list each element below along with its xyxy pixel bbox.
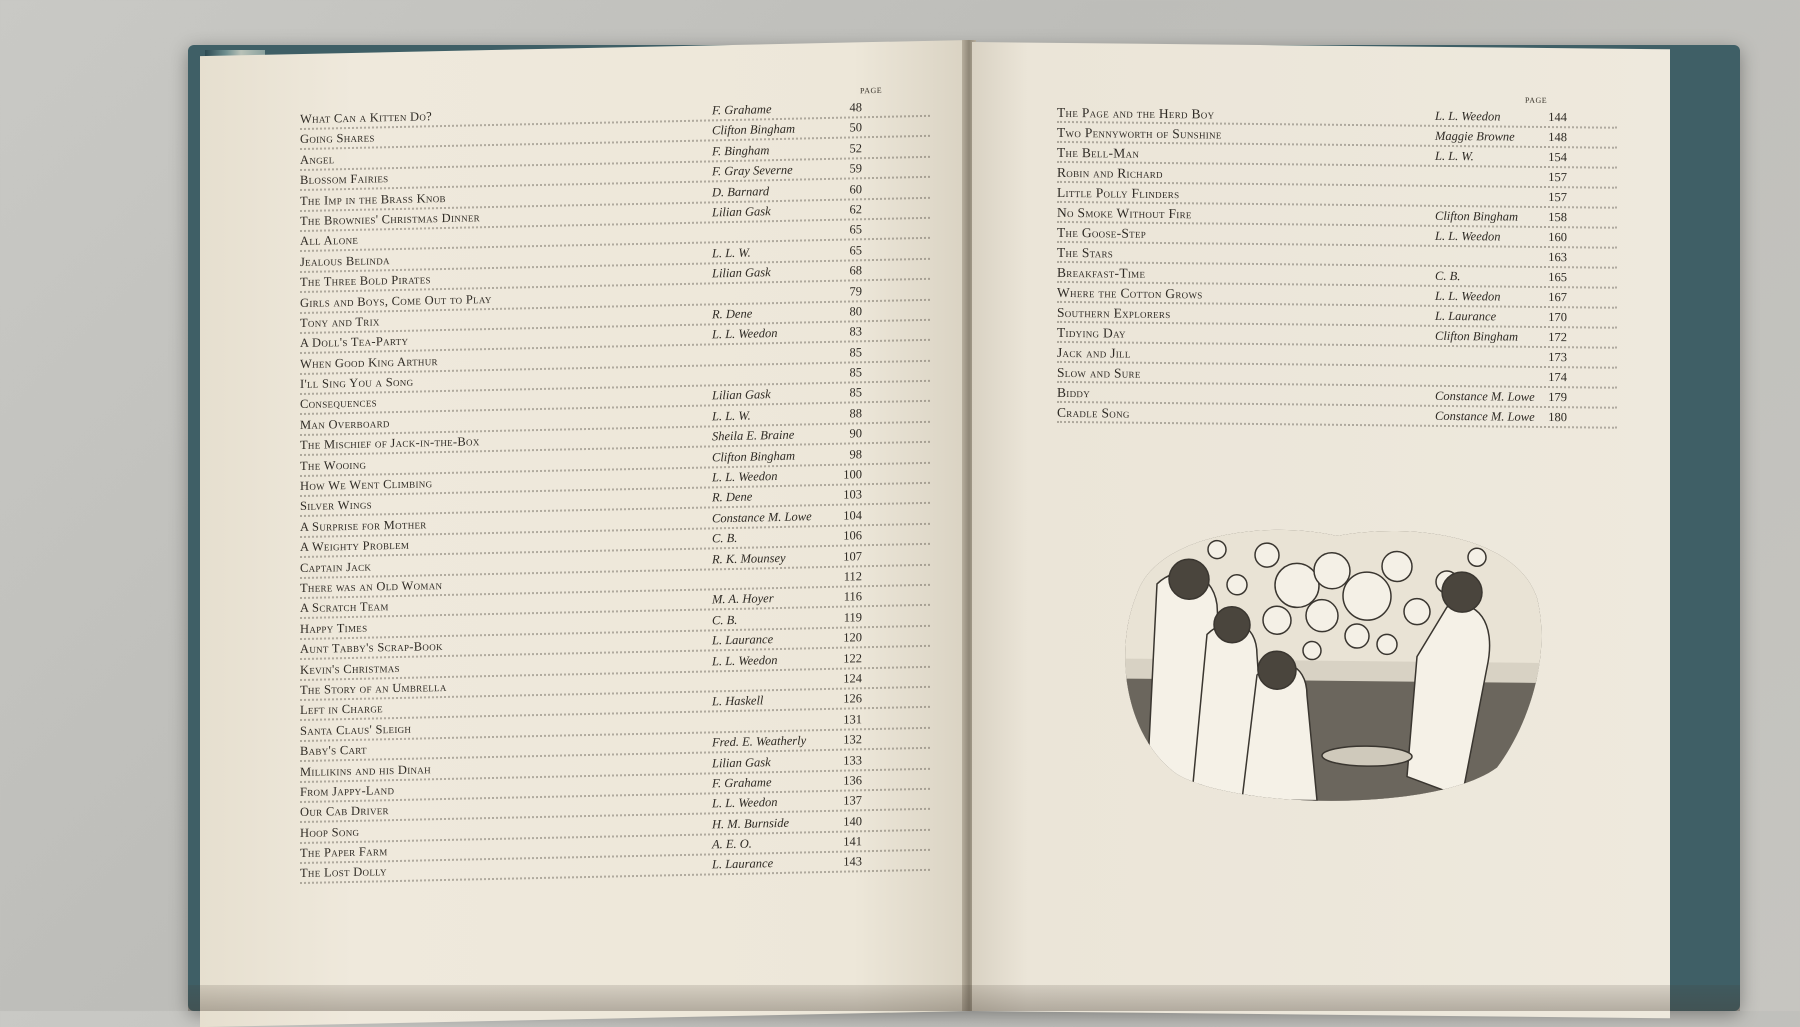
- entry-author: R. K. Mounsey: [712, 550, 786, 566]
- left-page: [200, 40, 970, 1027]
- entry-author: H. M. Burnside: [712, 815, 790, 832]
- entry-title: The Story of an Umbrella: [300, 679, 447, 697]
- entry-title: Baby's Cart: [300, 742, 367, 759]
- entry-title: Left in Charge: [300, 701, 383, 718]
- entry-page-number: 62: [849, 202, 862, 217]
- entry-page-number: 83: [849, 324, 862, 339]
- entry-author: D. Barnard: [712, 183, 770, 199]
- entry-title: Breakfast-Time: [1057, 264, 1146, 281]
- entry-author: F. Bingham: [712, 142, 770, 159]
- entry-page-number: 120: [843, 630, 862, 645]
- entry-title: When Good King Arthur: [300, 353, 438, 371]
- entry-author: C. B.: [712, 612, 738, 628]
- entry-page-number: 103: [843, 487, 862, 503]
- entry-author: Clifton Bingham: [1435, 208, 1518, 224]
- entry-title: Little Polly Flinders: [1057, 184, 1180, 202]
- entry-title: The Lost Dolly: [300, 864, 387, 881]
- entry-page-number: 170: [1548, 310, 1567, 325]
- entry-author: L. L. Weedon: [712, 652, 778, 668]
- entry-page-number: 65: [849, 222, 862, 237]
- entry-title: From Jappy-Land: [300, 782, 395, 799]
- entry-author: Lilian Gask: [712, 387, 771, 403]
- entry-title: All Alone: [300, 233, 359, 249]
- entry-title: Tidying Day: [1057, 324, 1126, 341]
- entry-author: M. A. Hoyer: [712, 591, 774, 607]
- entry-page-number: 172: [1548, 330, 1567, 345]
- entry-author: L. Laurance: [712, 856, 774, 872]
- entry-page-number: 98: [849, 446, 862, 462]
- entry-title: Jack and Jill: [1057, 344, 1131, 361]
- entry-title: Biddy: [1057, 384, 1090, 401]
- entry-title: Girls and Boys, Come Out to Play: [300, 291, 492, 310]
- entry-page-number: 137: [843, 793, 862, 808]
- entry-title: The Page and the Herd Boy: [1057, 104, 1215, 122]
- entry-author: Lilian Gask: [712, 265, 771, 281]
- entry-page-number: 157: [1548, 170, 1567, 185]
- entry-title: Kevin's Christmas: [300, 660, 400, 677]
- entry-title: Jealous Belinda: [300, 252, 390, 269]
- entry-page-number: 165: [1548, 270, 1567, 285]
- entry-title: How We Went Climbing: [300, 476, 433, 494]
- entry-page-number: 80: [849, 304, 862, 319]
- entry-author: Clifton Bingham: [712, 448, 795, 465]
- entry-title: The Paper Farm: [300, 844, 388, 861]
- entry-page-number: 124: [843, 671, 862, 686]
- entry-title: A Surprise for Mother: [300, 517, 427, 534]
- entry-title: Blossom Fairies: [300, 171, 389, 188]
- entry-page-number: 88: [849, 406, 862, 421]
- contents-list-left: [300, 99, 930, 887]
- entry-author: L. L. Weedon: [712, 469, 778, 485]
- entry-title: The Stars: [1057, 244, 1114, 261]
- entry-page-number: 48: [849, 100, 862, 115]
- entry-title: Our Cab Driver: [300, 803, 389, 820]
- entry-author: Maggie Browne: [1435, 128, 1515, 144]
- entry-page-number: 163: [1548, 250, 1567, 265]
- entry-author: L. Laurance: [712, 632, 774, 648]
- entry-page-number: 112: [843, 569, 862, 584]
- entry-page-number: 154: [1548, 150, 1567, 165]
- entry-page-number: 107: [843, 548, 862, 564]
- entry-author: L. L. W.: [712, 245, 751, 261]
- entry-author: A. E. O.: [712, 836, 752, 852]
- entry-title: Cradle Song: [1057, 404, 1130, 421]
- entry-author: Constance M. Lowe: [1435, 388, 1535, 404]
- entry-title: Santa Claus' Sleigh: [300, 721, 412, 738]
- entry-page-number: 79: [849, 283, 862, 299]
- entry-title: The Imp in the Brass Knob: [300, 190, 446, 208]
- entry-page-number: 140: [843, 813, 862, 829]
- entry-title: No Smoke Without Fire: [1057, 204, 1192, 222]
- entry-title: The Bell-Man: [1057, 144, 1140, 161]
- entry-title: The Goose-Step: [1057, 224, 1147, 241]
- entry-page-number: 85: [849, 365, 862, 380]
- entry-title: The Wooing: [300, 457, 367, 473]
- entry-title: Consequences: [300, 395, 377, 412]
- entry-page-number: 65: [849, 242, 862, 258]
- right-page: [972, 42, 1670, 1018]
- entry-author: F. Gray Severne: [712, 162, 793, 179]
- entry-author: R. Dene: [712, 306, 753, 322]
- entry-title: Hoop Song: [300, 824, 360, 840]
- entry-page-number: 157: [1548, 190, 1567, 205]
- entry-title: I'll Sing You a Song: [300, 374, 414, 392]
- entry-page-number: 68: [849, 263, 862, 278]
- entry-title: What Can a Kitten Do?: [300, 109, 433, 127]
- entry-title: Angel: [300, 152, 335, 167]
- entry-page-number: 52: [849, 141, 862, 156]
- entry-author: Sheila E. Braine: [712, 427, 795, 444]
- entry-author: L. Laurance: [1435, 308, 1497, 324]
- entry-page-number: 119: [843, 610, 862, 625]
- page-column-header: PAGE: [860, 85, 883, 96]
- entry-author: R. Dene: [712, 489, 753, 505]
- entry-title: The Three Bold Pirates: [300, 272, 431, 290]
- entry-author: L. L. Weedon: [1435, 288, 1501, 304]
- entry-author: L. L. Weedon: [1435, 108, 1501, 124]
- entry-author: F. Grahame: [712, 102, 772, 118]
- entry-author: L. L. Weedon: [1435, 228, 1501, 244]
- entry-title: The Brownies' Christmas Dinner: [300, 210, 480, 228]
- entry-title: Aunt Tabby's Scrap-Book: [300, 639, 443, 657]
- entry-author: Clifton Bingham: [1435, 328, 1518, 344]
- entry-page-number: 179: [1548, 390, 1567, 405]
- entry-page-number: 116: [843, 589, 862, 605]
- entry-author: C. B.: [1435, 268, 1461, 284]
- entry-title: A Scratch Team: [300, 599, 389, 616]
- bubbles-illustration: [1117, 524, 1547, 809]
- entry-title: Slow and Sure: [1057, 364, 1141, 381]
- entry-author: Constance M. Lowe: [712, 509, 812, 526]
- entry-page-number: 90: [849, 426, 862, 441]
- entry-author: L. Haskell: [712, 693, 764, 709]
- entry-page-number: 148: [1548, 130, 1567, 145]
- entry-title: Two Pennyworth of Sunshine: [1057, 124, 1222, 142]
- entry-author: F. Grahame: [712, 775, 772, 791]
- entry-page-number: 122: [843, 650, 862, 666]
- entry-title: A Weighty Problem: [300, 537, 410, 555]
- entry-title: Where the Cotton Grows: [1057, 284, 1203, 302]
- page-column-header: PAGE: [1525, 95, 1548, 106]
- entry-page-number: 144: [1548, 110, 1567, 125]
- entry-page-number: 141: [843, 834, 862, 849]
- entry-page-number: 50: [849, 120, 862, 135]
- entry-author: Fred. E. Weatherly: [712, 733, 807, 750]
- entry-title: Going Shares: [300, 130, 375, 147]
- entry-author: Constance M. Lowe: [1435, 408, 1535, 424]
- entry-author: L. L. Weedon: [712, 795, 778, 811]
- entry-page-number: 136: [843, 773, 862, 788]
- entry-title: A Doll's Tea-Party: [300, 334, 409, 351]
- entry-page-number: 173: [1548, 350, 1567, 365]
- contents-list-right: [1057, 105, 1617, 431]
- entry-page-number: 85: [849, 344, 862, 360]
- entry-page-number: 133: [843, 752, 862, 768]
- entry-title: Robin and Richard: [1057, 164, 1163, 181]
- entry-title: The Mischief of Jack-in-the-Box: [300, 434, 480, 453]
- entry-page-number: 167: [1548, 290, 1567, 305]
- entry-title: Tony and Trix: [300, 314, 380, 330]
- entry-page-number: 174: [1548, 370, 1567, 385]
- entry-author: L. L. W.: [1435, 148, 1474, 164]
- entry-page-number: 131: [843, 711, 862, 727]
- table-shadow: [188, 985, 1740, 1011]
- entry-page-number: 180: [1548, 410, 1567, 425]
- entry-title: Millikins and his Dinah: [300, 761, 431, 779]
- entry-author: Clifton Bingham: [712, 122, 795, 138]
- entry-page-number: 100: [843, 467, 862, 482]
- entry-page-number: 60: [849, 181, 862, 197]
- entry-title: Southern Explorers: [1057, 304, 1171, 322]
- entry-author: Lilian Gask: [712, 204, 771, 220]
- entry-author: Lilian Gask: [712, 754, 771, 770]
- entry-author: L. L. W.: [712, 408, 751, 424]
- entry-author: L. L. Weedon: [712, 326, 778, 342]
- entry-page-number: 104: [843, 508, 862, 523]
- entry-title: There was an Old Woman: [300, 578, 443, 596]
- entry-title: Man Overboard: [300, 416, 390, 432]
- entry-page-number: 106: [843, 528, 862, 543]
- entry-page-number: 132: [843, 732, 862, 747]
- entry-author: C. B.: [712, 531, 738, 546]
- entry-page-number: 126: [843, 691, 862, 706]
- entry-page-number: 160: [1548, 230, 1567, 245]
- entry-page-number: 59: [849, 161, 862, 176]
- entry-page-number: 85: [849, 385, 862, 400]
- entry-title: Captain Jack: [300, 559, 372, 575]
- entry-title: Silver Wings: [300, 497, 372, 514]
- entry-page-number: 158: [1548, 210, 1567, 225]
- entry-title: Happy Times: [300, 620, 368, 636]
- entry-page-number: 143: [843, 854, 862, 870]
